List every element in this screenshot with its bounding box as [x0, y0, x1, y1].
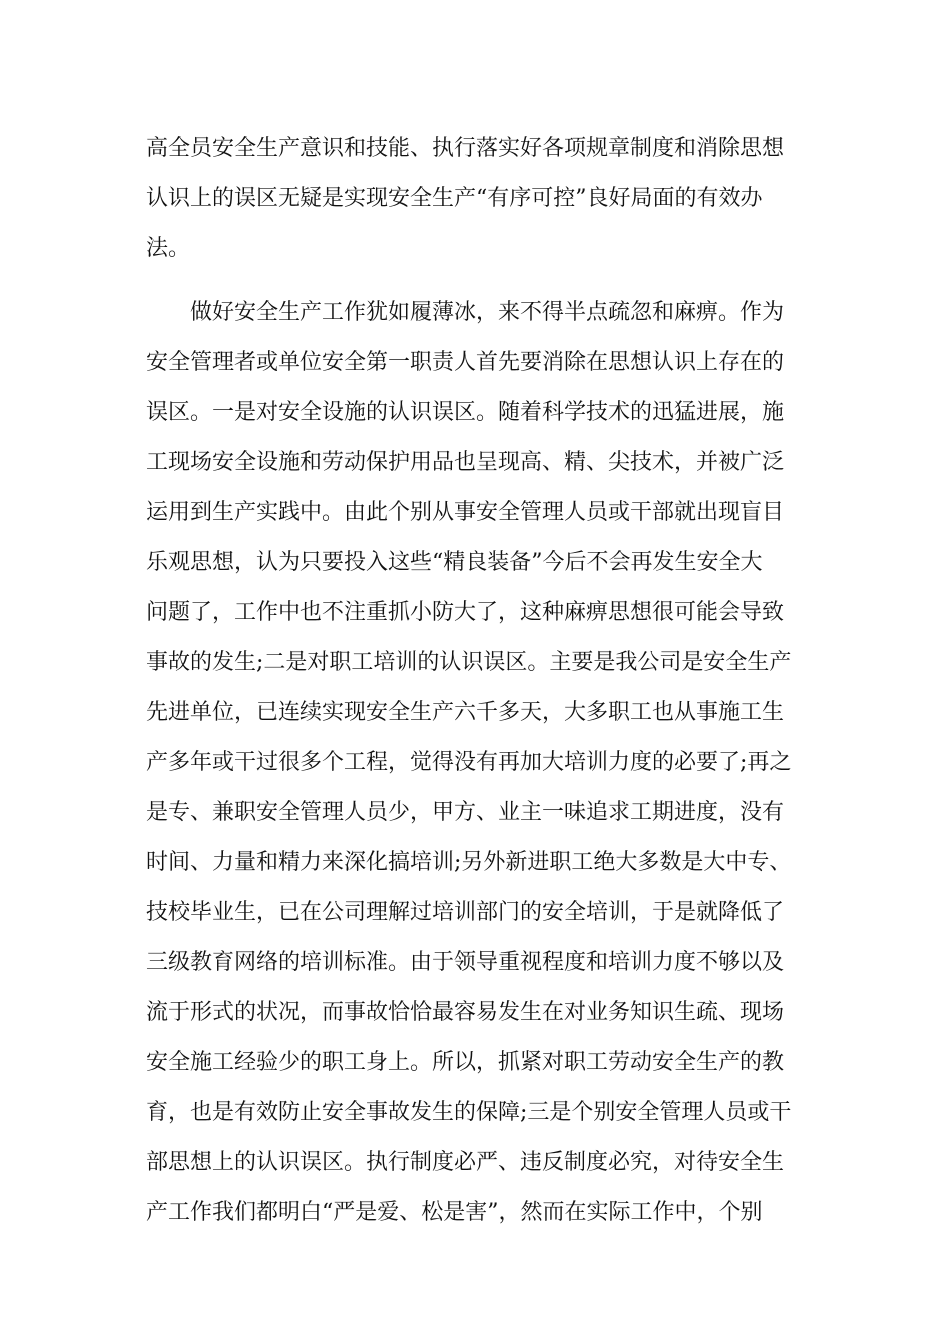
paragraph-2	[146, 288, 816, 1238]
text-line: 三级教育网络的培训标准。由于领导重视程度和培训力度不够以及	[146, 950, 785, 975]
text-line: 育，也是有效防止安全事故发生的保障;三是个别安全管理人员或干	[146, 1100, 792, 1125]
text-line: 认识上的误区无疑是实现安全生产“有序可控”良好局面的有效办	[146, 186, 763, 211]
text-line: 运用到生产实践中。由此个别从事安全管理人员或干部就出现盲目	[146, 500, 785, 525]
text-line: 产工作我们都明白“严是爱、松是害”，然而在实际工作中，个别	[146, 1200, 763, 1225]
text-line: 时间、力量和精力来深化搞培训;另外新进职工绝大多数是大中专、	[146, 850, 792, 875]
text-line: 误区。一是对安全设施的认识误区。随着科学技术的迅猛进展，施	[146, 400, 785, 425]
text-line: 做好安全生产工作犹如履薄冰，来不得半点疏忽和麻痹。作为	[190, 300, 785, 325]
text-line: 事故的发生;二是对职工培训的认识误区。主要是我公司是安全生产	[146, 650, 792, 675]
text-line: 安全施工经验少的职工身上。所以，抓紧对职工劳动安全生产的教	[146, 1050, 785, 1075]
text-line: 技校毕业生，已在公司理解过培训部门的安全培训，于是就降低了	[146, 900, 785, 925]
text-line: 法。	[146, 236, 191, 261]
text-line: 产多年或干过很多个工程，觉得没有再加大培训力度的必要了;再之	[146, 750, 792, 775]
text-line: 安全管理者或单位安全第一职责人首先要消除在思想认识上存在的	[146, 350, 785, 375]
paragraph-spacer	[146, 274, 816, 288]
text-line: 高全员安全生产意识和技能、执行落实好各项规章制度和消除思想	[146, 136, 785, 161]
text-line: 乐观思想，认为只要投入这些“精良装备”今后不会再发生安全大	[146, 550, 763, 575]
text-line: 部思想上的认识误区。执行制度必严、违反制度必究，对待安全生	[146, 1150, 785, 1175]
text-line: 是专、兼职安全管理人员少，甲方、业主一味追求工期进度，没有	[146, 800, 785, 825]
paragraph-1	[146, 124, 816, 274]
text-line: 流于形式的状况，而事故恰恰最容易发生在对业务知识生疏、现场	[146, 1000, 785, 1025]
text-line: 问题了，工作中也不注重抓小防大了，这种麻痹思想很可能会导致	[146, 600, 785, 625]
text-line: 工现场安全设施和劳动保护用品也呈现高、精、尖技术，并被广泛	[146, 450, 785, 475]
text-line: 先进单位，已连续实现安全生产六千多天，大多职工也从事施工生	[146, 700, 785, 725]
document-body	[146, 124, 816, 1238]
